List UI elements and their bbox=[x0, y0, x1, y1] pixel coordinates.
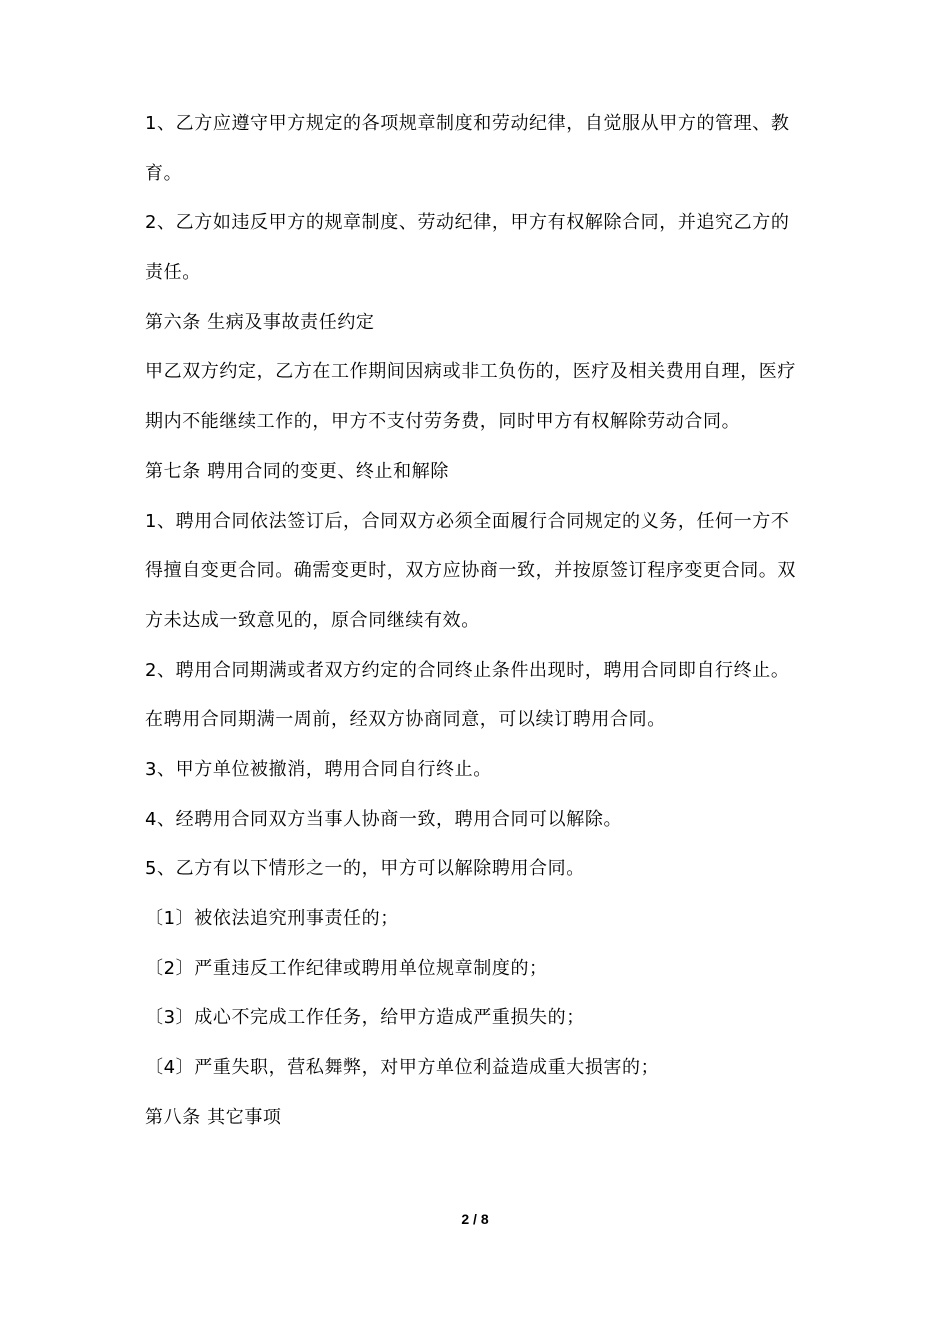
text-line: 5、乙方有以下情形之一的，甲方可以解除聘用合同。 bbox=[145, 858, 585, 880]
text-line: 1、乙方应遵守甲方规定的各项规章制度和劳动纪律，自觉服从甲方的管理、教 bbox=[145, 113, 790, 134]
list-item: 〔3〕成心不完成工作任务，给甲方造成严重损失的； bbox=[145, 1007, 585, 1029]
page-number: 2 / 8 bbox=[461, 1211, 489, 1227]
text-line: 责任。 bbox=[145, 262, 201, 284]
list-item: 〔4〕严重失职，营私舞弊，对甲方单位利益造成重大损害的； bbox=[145, 1057, 660, 1079]
text-line: 4、经聘用合同双方当事人协商一致，聘用合同可以解除。 bbox=[145, 808, 623, 830]
section-heading: 第六条 生病及事故责任约定 bbox=[145, 311, 375, 333]
text-line: 期内不能继续工作的，甲方不支付劳务费，同时甲方有权解除劳动合同。 bbox=[145, 411, 741, 433]
section-heading: 第八条 其它事项 bbox=[145, 1106, 282, 1128]
text-line: 1、聘用合同依法签订后，合同双方必须全面履行合同规定的义务，任何一方不 bbox=[145, 510, 790, 532]
text-line: 育。 bbox=[145, 162, 183, 184]
text-line: 甲乙双方约定，乙方在工作期间因病或非工负伤的，医疗及相关费用自理，医疗 bbox=[145, 361, 796, 383]
text-line: 方未达成一致意见的，原合同继续有效。 bbox=[145, 609, 480, 631]
text-line: 得擅自变更合同。确需变更时，双方应协商一致，并按原签订程序变更合同。双 bbox=[145, 560, 796, 582]
text-line: 在聘用合同期满一周前，经双方协商同意，可以续订聘用合同。 bbox=[145, 709, 666, 731]
text-line: 2、乙方如违反甲方的规章制度、劳动纪律，甲方有权解除合同，并追究乙方的 bbox=[145, 212, 790, 234]
text-line: 2、聘用合同期满或者双方约定的合同终止条件出现时，聘用合同即自行终止。 bbox=[145, 659, 790, 681]
list-item: 〔1〕被依法追究刑事责任的； bbox=[145, 908, 399, 929]
section-heading: 第七条 聘用合同的变更、终止和解除 bbox=[145, 460, 449, 482]
text-line: 3、甲方单位被撤消，聘用合同自行终止。 bbox=[145, 758, 492, 780]
list-item: 〔2〕严重违反工作纪律或聘用单位规章制度的； bbox=[145, 957, 548, 979]
document-body bbox=[145, 106, 825, 1149]
